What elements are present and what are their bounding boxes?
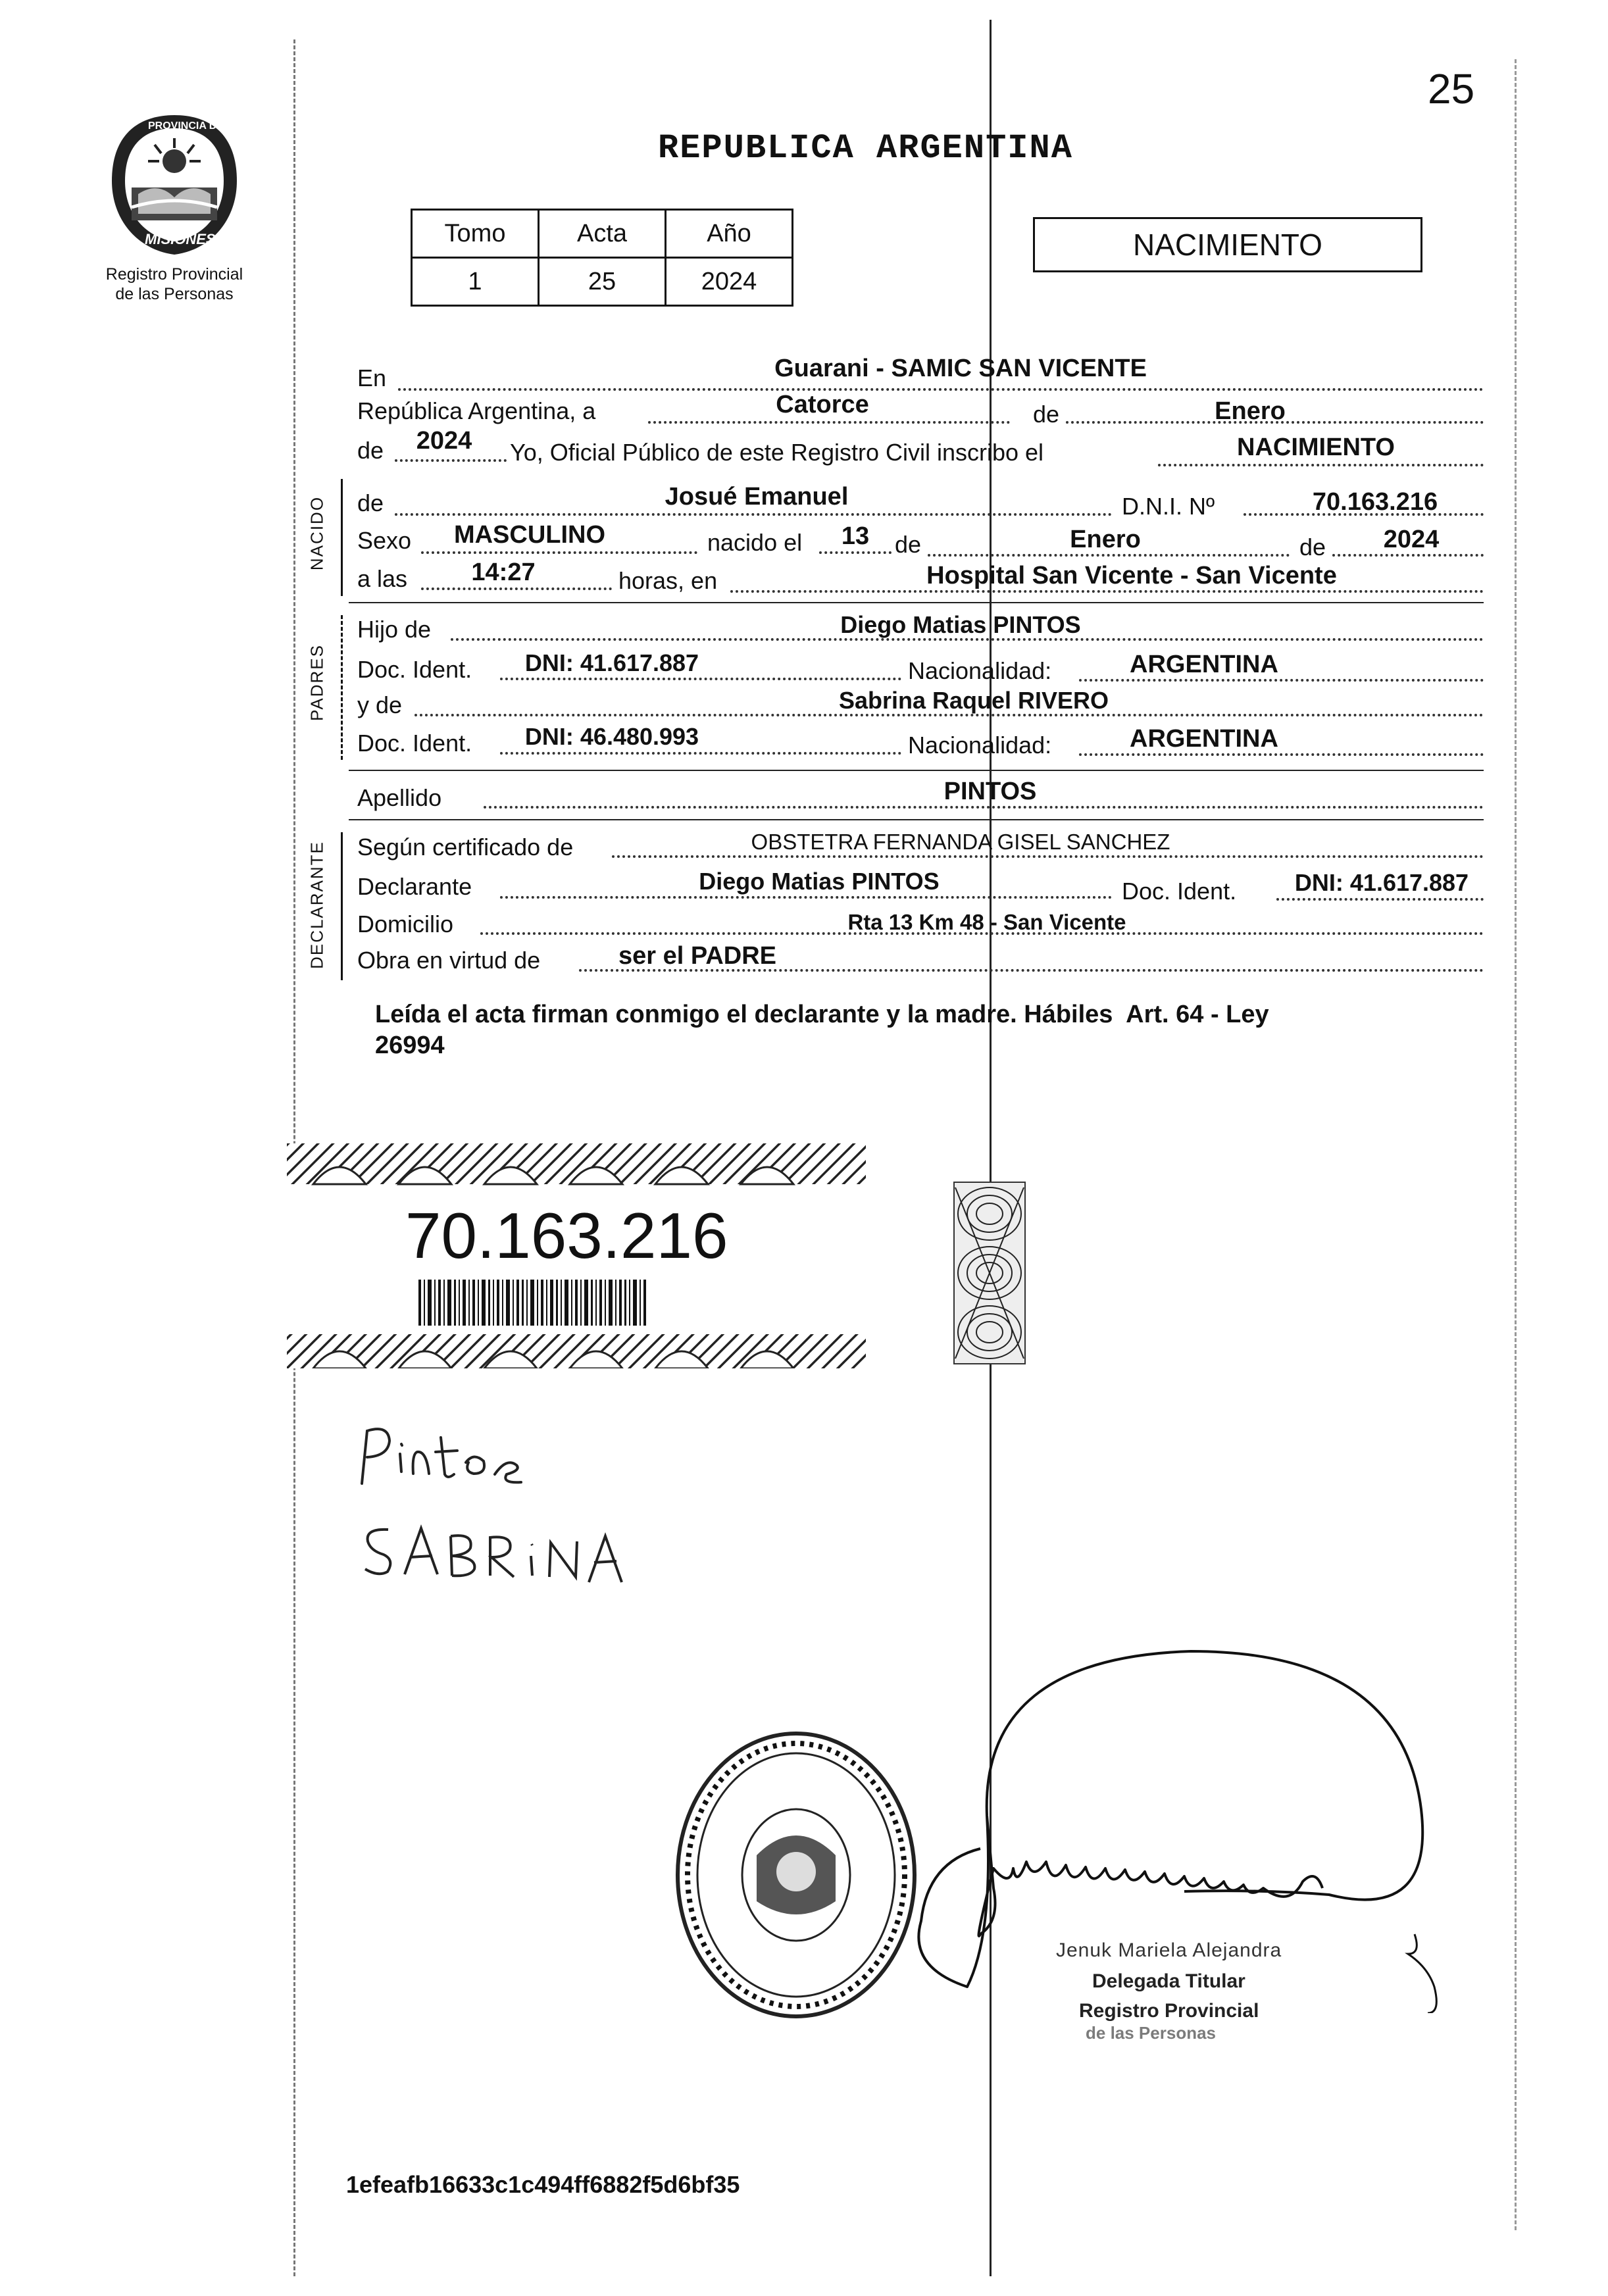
label-segun-certificado: Según certificado de: [357, 834, 574, 861]
field-certificado: OBSTETRA FERNANDA GISEL SANCHEZ: [751, 830, 1170, 854]
dotted-line: [421, 551, 697, 554]
dotted-line: [1079, 679, 1484, 682]
field-mes: Enero: [1215, 397, 1286, 425]
label-domicilio: Domicilio: [357, 911, 454, 937]
label-doc-ident-declarante: Doc. Ident.: [1122, 878, 1237, 905]
dotted-line: [928, 554, 1290, 557]
closing-text-line1: Leída el acta firman conmigo el declarante y la madre. Hábiles Art. 64 - Ley: [375, 1001, 1269, 1028]
field-madre: Sabrina Raquel RIVERO: [838, 687, 1109, 714]
label-dni: D.N.I. Nº: [1122, 493, 1215, 520]
record-type-label: NACIMIENTO: [1133, 228, 1322, 262]
label-yo-oficial: Yo, Oficial Público de este Registro Civil inscribo el: [510, 439, 1044, 466]
official-name-line4: de las Personas: [1086, 2023, 1216, 2043]
label-nacionalidad-madre: Nacionalidad:: [908, 732, 1052, 759]
record-table-header-tomo: Tomo: [412, 210, 539, 258]
label-de-anio2: de: [1299, 534, 1326, 561]
barcode-number: 70.163.216: [405, 1199, 728, 1272]
record-table-value-anio: 2024: [666, 258, 793, 306]
section-label-declarante: DECLARANTE: [307, 841, 327, 969]
field-padre-nac: ARGENTINA: [1130, 651, 1278, 678]
record-table-header-anio: Año: [666, 210, 793, 258]
dotted-line: [648, 421, 1010, 424]
field-domicilio: Rta 13 Km 48 - San Vicente: [847, 910, 1126, 934]
dotted-line: [819, 551, 892, 554]
label-obra-virtud: Obra en virtud de: [357, 947, 541, 974]
label-de-mes: de: [1033, 401, 1060, 428]
dotted-line: [730, 590, 1484, 593]
dotted-line: [395, 459, 507, 462]
label-de-nombre: de: [357, 489, 384, 516]
field-padre: Diego Matias PINTOS: [840, 611, 1081, 638]
separator-line: [349, 602, 1484, 603]
field-dia-texto: Catorce: [776, 391, 869, 418]
right-margin-marks: [1515, 59, 1517, 2230]
registry-logo: [99, 109, 250, 260]
label-sexo: Sexo: [357, 527, 412, 554]
field-declarante: Diego Matias PINTOS: [699, 868, 940, 895]
label-a-las: a las: [357, 565, 408, 592]
logo-text-top: PROVINCIA DE: [148, 120, 224, 132]
field-nombre: Josué Emanuel: [665, 483, 849, 511]
logo-text-bottom: MISIONES: [145, 231, 216, 247]
dotted-line: [1332, 554, 1484, 557]
dotted-line: [398, 388, 1484, 391]
section-label-padres: PADRES: [307, 644, 327, 721]
dotted-line: [415, 714, 1484, 716]
record-table-value-tomo: 1: [412, 258, 539, 306]
dni-barcode-sticker: [287, 1143, 866, 1368]
document-hash: 1efeafb16633c1c494ff6882f5d6bf35: [346, 2171, 740, 2198]
label-republica: República Argentina, a: [357, 397, 596, 424]
record-table-value-acta: 25: [539, 258, 666, 306]
dotted-line: [451, 638, 1484, 641]
hologram-pattern-icon: [953, 1181, 1026, 1365]
label-de-dia: de: [895, 531, 922, 558]
official-name-line2: Delegada Titular: [1092, 1970, 1245, 1992]
field-madre-nac: ARGENTINA: [1130, 725, 1278, 753]
separator-line: [349, 819, 1484, 820]
label-horas-en: horas, en: [618, 567, 718, 594]
dotted-line: [421, 587, 612, 590]
dotted-line: [500, 896, 1112, 899]
official-name-line1: Jenuk Mariela Alejandra: [1056, 1939, 1282, 1961]
label-apellido: Apellido: [357, 784, 442, 811]
registry-name-line1: Registro Provincial: [105, 265, 243, 284]
bracket-declarante: [341, 832, 343, 980]
bracket-nacido: [341, 479, 343, 596]
dotted-line: [612, 855, 1484, 858]
label-en: En: [357, 364, 387, 391]
label-doc-ident-madre: Doc. Ident.: [357, 730, 472, 757]
document-heading: REPUBLICA ARGENTINA: [658, 129, 1073, 168]
handwriting-pintos-icon: [349, 1418, 546, 1490]
dotted-line: [500, 752, 901, 755]
dotted-line: [484, 806, 1484, 809]
field-sexo: MASCULINO: [453, 521, 606, 549]
field-apellido: PINTOS: [943, 778, 1037, 805]
handwritten-firstname: [359, 1516, 635, 1589]
field-obra: ser el PADRE: [618, 942, 777, 970]
field-anio-nac: 2024: [1383, 526, 1440, 553]
separator-line: [349, 770, 1484, 771]
label-doc-ident-padre: Doc. Ident.: [357, 656, 472, 683]
record-table: [411, 209, 793, 307]
closing-text-line2: 26994: [375, 1032, 445, 1059]
security-hologram: [953, 1181, 1026, 1365]
official-seal: [665, 1724, 928, 2026]
handwritten-surname: [349, 1418, 546, 1490]
label-declarante: Declarante: [357, 873, 472, 900]
handwriting-sabrina-icon: [359, 1516, 635, 1589]
page-number: 25: [1428, 65, 1475, 112]
field-tipo: NACIMIENTO: [1237, 434, 1395, 461]
field-lugar: Guarani - SAMIC SAN VICENTE: [774, 355, 1147, 382]
dotted-line: [1276, 898, 1484, 901]
registry-name-line2: de las Personas: [115, 285, 234, 303]
label-hijo-de: Hijo de: [357, 616, 432, 643]
field-declarante-doc: DNI: 41.617.887: [1294, 869, 1469, 896]
bracket-padres: [341, 615, 343, 760]
label-y-de: y de: [357, 691, 403, 718]
field-anio: 2024: [416, 427, 472, 455]
field-dni: 70.163.216: [1312, 488, 1438, 516]
label-nacionalidad-padre: Nacionalidad:: [908, 657, 1052, 684]
field-dia-nac: 13: [841, 522, 870, 550]
field-padre-doc: DNI: 41.617.887: [524, 649, 699, 676]
field-madre-doc: DNI: 46.480.993: [524, 723, 699, 750]
field-mes-nac: Enero: [1070, 526, 1141, 553]
field-hora: 14:27: [471, 559, 536, 586]
label-nacido-el: nacido el: [707, 529, 803, 556]
record-table-header-acta: Acta: [539, 210, 666, 258]
oval-seal-icon: [665, 1724, 928, 2026]
dotted-line: [395, 513, 1112, 516]
section-label-nacido: NACIDO: [307, 495, 327, 571]
record-type-box: [1033, 217, 1422, 272]
dotted-line: [500, 678, 901, 680]
official-name-line3: Registro Provincial: [1079, 2000, 1259, 2022]
dotted-line: [1079, 753, 1484, 756]
label-de-anio: de: [357, 437, 384, 464]
dotted-line: [1158, 464, 1484, 466]
field-lugar-nac: Hospital San Vicente - San Vicente: [926, 562, 1337, 589]
